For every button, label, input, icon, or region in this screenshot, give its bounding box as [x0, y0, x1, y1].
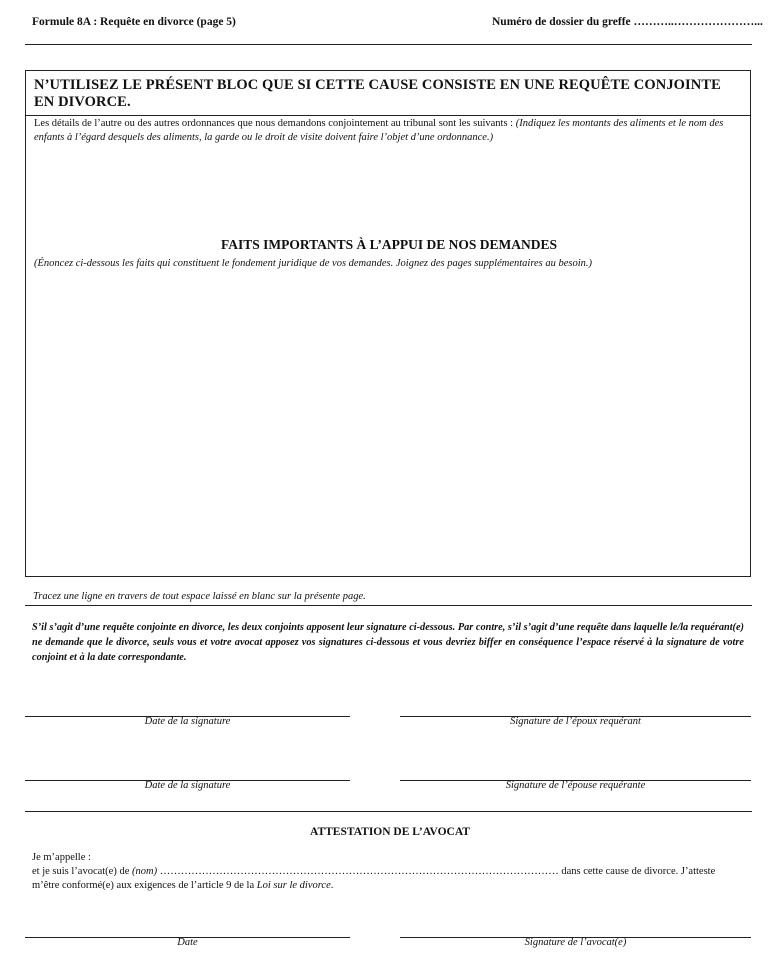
facts-title: FAITS IMPORTANTS À L’APPUI DE NOS DEMANDES: [220, 237, 558, 252]
attestation-rule: [25, 811, 752, 812]
attestation-compliance-line: m’être conformé(e) aux exigences de l’article 9 de la Loi sur le divorce.: [32, 880, 334, 891]
details-text: Les détails de l’autre ou des autres ordonnances que nous demandons conjointement au tribunal sont les suivants :: [34, 118, 514, 129]
attestation-date-label: Date: [177, 937, 198, 948]
form-title: Formule 8A : Requête en divorce (page 5): [32, 16, 236, 28]
attestation-title: ATTESTATION DE L’AVOCAT: [310, 826, 470, 838]
wife-signature-label: Signature de l’épouse requérante: [505, 780, 646, 791]
lawyer-signature-label: Signature de l’avocat(e): [524, 937, 627, 948]
file-number-dots: ………..…………………...: [633, 16, 763, 28]
client-name-dots: ……………………………………………………………………………………………………: [159, 866, 559, 877]
attestation-client-line[interactable]: et je suis l’avocat(e) de (nom) …………………………………………………………………………………………………… dans cette cause de divorce. J’atteste: [32, 866, 716, 877]
file-number-label: Numéro de dossier du greffe: [492, 16, 631, 28]
attestation-name-line[interactable]: Je m’appelle :: [32, 852, 91, 863]
attestation-text: [32, 851, 744, 893]
header-rule: [25, 44, 752, 45]
signature-instruction: S’il s’agit d’une requête conjointe en divorce, les deux conjoints apposent leur signature ci-dessous. Par contre, s’il s’agit d’une requête dans laquelle le/la requérant(e) ne demande que le divorce, seuls vous et votre avocat apposez vos signatures ci-dessous et vous devriez biffer en conséquence l’espace réservé à la signature de votre conjoint et à la date correspondante.: [32, 622, 744, 663]
joint-request-block: [25, 70, 751, 577]
facts-instruction[interactable]: (Énoncez ci-dessous les faits qui constituent le fondement juridique de vos demandes. Joignez des pages supplémentaires au besoin.): [34, 258, 593, 269]
joint-block-title-rule: [26, 115, 750, 116]
strike-note-rule: [25, 605, 752, 606]
date-signature-label-2: Date de la signature: [144, 780, 231, 791]
strike-through-note: Tracez une ligne en travers de tout espace laissé en blanc sur la présente page.: [33, 591, 366, 602]
details-instruction: (Indiquez les montants des aliments et le nom des enfants à l’égard desquels des aliments, la garde ou le droit de visite doivent faire l’objet d’une ordonnance.): [34, 118, 724, 143]
husband-signature-label: Signature de l’époux requérant: [510, 716, 641, 727]
joint-block-title: N’UTILISEZ LE PRÉSENT BLOC QUE SI CETTE CAUSE CONSISTE EN UNE REQUÊTE CONJOINTE EN DIVORCE.: [34, 77, 721, 110]
joint-orders-details[interactable]: [34, 117, 746, 145]
file-number-field[interactable]: [492, 16, 763, 28]
date-signature-label-1: Date de la signature: [144, 716, 231, 727]
